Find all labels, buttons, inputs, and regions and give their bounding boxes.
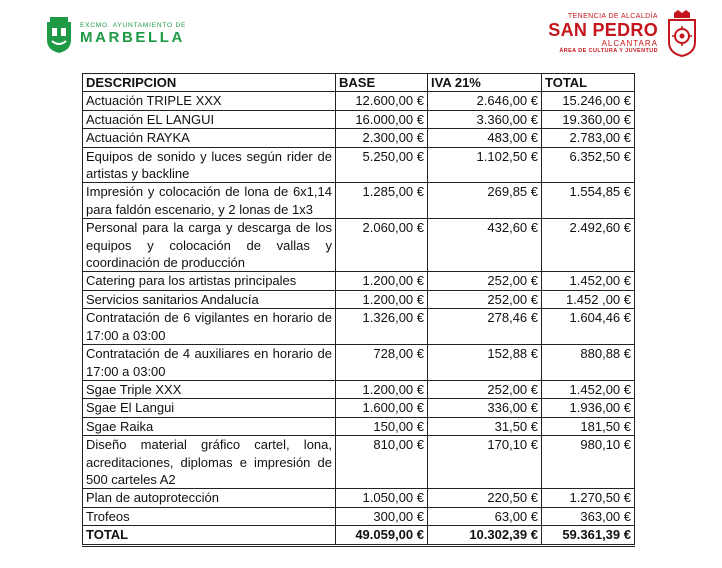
- total-iva: 10.302,39 €: [428, 526, 542, 545]
- row-iva: 1.102,50 €: [428, 147, 542, 183]
- row-iva: 336,00 €: [428, 399, 542, 417]
- row-description: Sgae El Langui: [83, 399, 336, 417]
- row-base: 2.300,00 €: [336, 129, 428, 147]
- header-base: BASE: [336, 74, 428, 92]
- table-row: [83, 489, 635, 507]
- table-row: [83, 345, 635, 381]
- row-base: 2.060,00 €: [336, 219, 428, 272]
- row-description: Servicios sanitarios Andalucía: [83, 290, 336, 308]
- table-row: [83, 436, 635, 489]
- row-base: 150,00 €: [336, 417, 428, 435]
- row-total: 1.604,46 €: [542, 309, 635, 345]
- row-total: 2.783,00 €: [542, 129, 635, 147]
- header-description: DESCRIPCION: [83, 74, 336, 92]
- san-pedro-logo: [548, 6, 698, 60]
- row-total: 19.360,00 €: [542, 110, 635, 128]
- row-total: 1.554,85 €: [542, 183, 635, 219]
- header-total: TOTAL: [542, 74, 635, 92]
- row-total: 1.936,00 €: [542, 399, 635, 417]
- table-row: [83, 417, 635, 435]
- row-description: Sgae Triple XXX: [83, 380, 336, 398]
- row-iva: 269,85 €: [428, 183, 542, 219]
- row-description: Diseño material gráfico cartel, lona, acreditaciones, diplomas e impresión de 500 carteles A2: [83, 436, 336, 489]
- table-row: [83, 92, 635, 110]
- table-row: [83, 110, 635, 128]
- row-iva: 252,00 €: [428, 272, 542, 290]
- row-description: Trofeos: [83, 507, 336, 525]
- row-iva: 3.360,00 €: [428, 110, 542, 128]
- total-total: 59.361,39 €: [542, 526, 635, 545]
- row-description: Impresión y colocación de lona de 6x1,14 para faldón escenario, y 2 lonas de 1x3: [83, 183, 336, 219]
- row-base: 1.285,00 €: [336, 183, 428, 219]
- row-base: 12.600,00 €: [336, 92, 428, 110]
- row-base: 810,00 €: [336, 436, 428, 489]
- total-label: TOTAL: [83, 526, 336, 545]
- row-iva: 252,00 €: [428, 290, 542, 308]
- row-base: 1.200,00 €: [336, 380, 428, 398]
- row-iva: 220,50 €: [428, 489, 542, 507]
- budget-table: [82, 73, 635, 547]
- logo-right-mid-text: ALCANTARA: [601, 38, 658, 48]
- row-base: 728,00 €: [336, 345, 428, 381]
- row-base: 300,00 €: [336, 507, 428, 525]
- row-total: 1.270,50 €: [542, 489, 635, 507]
- row-iva: 170,10 €: [428, 436, 542, 489]
- logo-right-big-text: SAN PEDRO: [548, 19, 658, 40]
- row-base: 1.600,00 €: [336, 399, 428, 417]
- row-base: 1.326,00 €: [336, 309, 428, 345]
- marbella-crest-icon: [44, 14, 74, 54]
- row-description: Contratación de 4 auxiliares en horario de 17:00 a 03:00: [83, 345, 336, 381]
- row-description: Actuación TRIPLE XXX: [83, 92, 336, 110]
- logo-left-small-text: EXCMO. AYUNTAMIENTO DE: [80, 22, 187, 29]
- row-total: 980,10 €: [542, 436, 635, 489]
- row-base: 1.200,00 €: [336, 272, 428, 290]
- row-description: Equipos de sonido y luces según rider de artistas y backline: [83, 147, 336, 183]
- row-iva: 432,60 €: [428, 219, 542, 272]
- table-row: [83, 507, 635, 525]
- table-row: [83, 380, 635, 398]
- logo-right-top-text: TENENCIA DE ALCALDÍA: [567, 12, 658, 20]
- row-base: 5.250,00 €: [336, 147, 428, 183]
- row-base: 1.200,00 €: [336, 290, 428, 308]
- logo-right-small-text: ÁREA DE CULTURA Y JUVENTUD: [559, 47, 658, 54]
- table-row: [83, 290, 635, 308]
- row-iva: 152,88 €: [428, 345, 542, 381]
- row-total: 15.246,00 €: [542, 92, 635, 110]
- row-description: Actuación RAYKA: [83, 129, 336, 147]
- table-total-row: [83, 526, 635, 545]
- row-total: 880,88 €: [542, 345, 635, 381]
- row-total: 363,00 €: [542, 507, 635, 525]
- table-header-row: [83, 74, 635, 92]
- row-iva: 2.646,00 €: [428, 92, 542, 110]
- row-description: Plan de autoprotección: [83, 489, 336, 507]
- row-total: 1.452,00 €: [542, 380, 635, 398]
- table-row: [83, 129, 635, 147]
- row-iva: 31,50 €: [428, 417, 542, 435]
- row-total: 1.452,00 €: [542, 272, 635, 290]
- table-row: [83, 272, 635, 290]
- row-iva: 63,00 €: [428, 507, 542, 525]
- row-description: Personal para la carga y descarga de los equipos y colocación de vallas y coordinación de producción: [83, 219, 336, 272]
- total-base: 49.059,00 €: [336, 526, 428, 545]
- table-row: [83, 183, 635, 219]
- table-row: [83, 309, 635, 345]
- san-pedro-crest-icon: [666, 9, 698, 57]
- row-iva: 252,00 €: [428, 380, 542, 398]
- marbella-logo: [44, 12, 186, 56]
- row-description: Contratación de 6 vigilantes en horario de 17:00 a 03:00: [83, 309, 336, 345]
- row-description: Catering para los artistas principales: [83, 272, 336, 290]
- row-description: Actuación EL LANGUI: [83, 110, 336, 128]
- row-total: 181,50 €: [542, 417, 635, 435]
- row-base: 16.000,00 €: [336, 110, 428, 128]
- row-total: 1.452 ,00 €: [542, 290, 635, 308]
- table-row: [83, 219, 635, 272]
- row-description: Sgae Raika: [83, 417, 336, 435]
- logo-left-big-text: MARBELLA: [80, 29, 185, 46]
- header-iva: IVA 21%: [428, 74, 542, 92]
- row-iva: 483,00 €: [428, 129, 542, 147]
- table-row: [83, 147, 635, 183]
- table-row: [83, 399, 635, 417]
- row-total: 2.492,60 €: [542, 219, 635, 272]
- row-total: 6.352,50 €: [542, 147, 635, 183]
- row-base: 1.050,00 €: [336, 489, 428, 507]
- row-iva: 278,46 €: [428, 309, 542, 345]
